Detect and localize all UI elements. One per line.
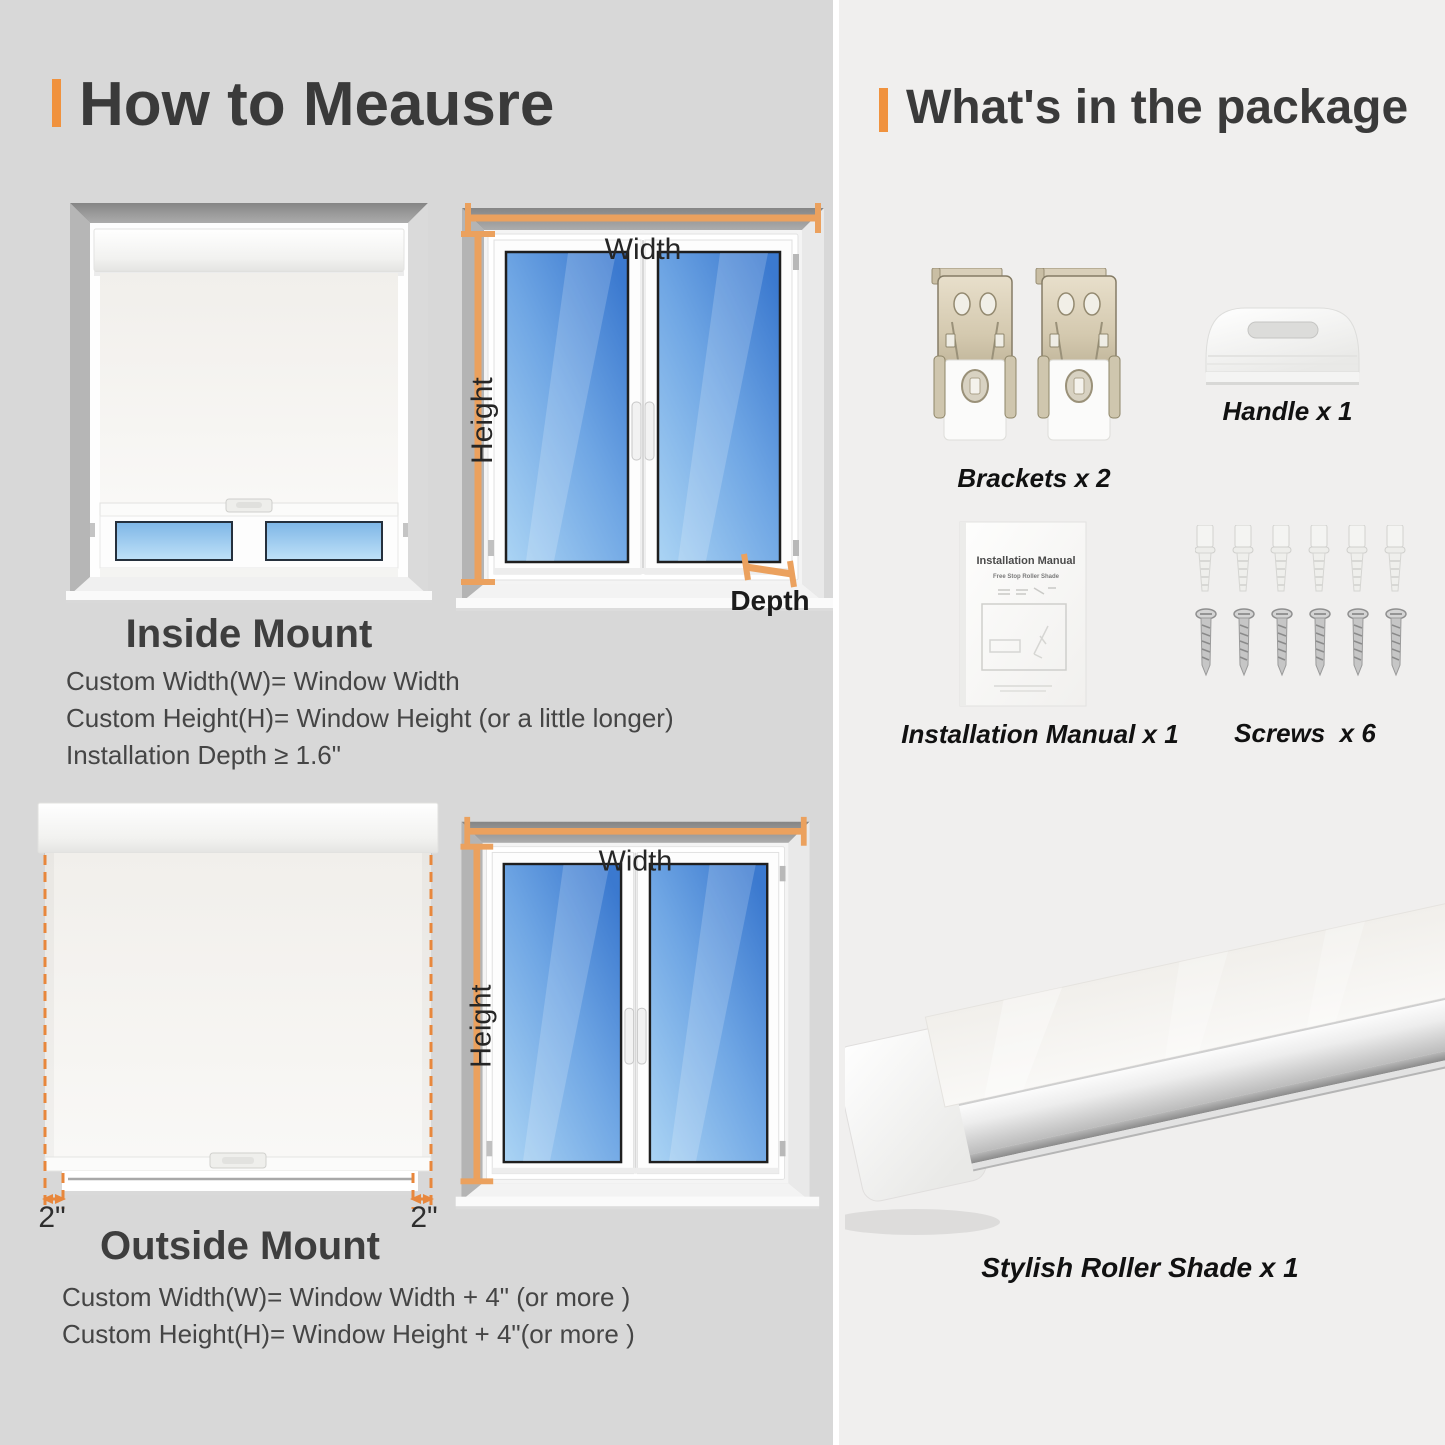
outside-mount-heading: Outside Mount bbox=[100, 1224, 380, 1268]
inside-measure-window-illustration bbox=[448, 196, 838, 620]
shade-cassette bbox=[38, 803, 438, 858]
handle-label: Handle x 1 bbox=[1222, 396, 1353, 426]
shade-cassette bbox=[94, 229, 404, 276]
brackets-image bbox=[930, 268, 1135, 458]
left-offset-label: 2" bbox=[38, 1201, 66, 1230]
instruction-line: Custom Height(H)= Window Height (or a little longer) bbox=[66, 703, 674, 733]
inside-mount-instructions bbox=[66, 668, 674, 779]
manual-cover-title: Installation Manual bbox=[976, 555, 1076, 567]
section-title: What's in the package bbox=[906, 81, 1409, 134]
depth-label: Depth bbox=[730, 585, 810, 616]
window-below-shade bbox=[90, 516, 408, 577]
inside-mount-heading: Inside Mount bbox=[125, 612, 373, 656]
right-offset-label: 2" bbox=[410, 1201, 438, 1230]
section-title: How to Meausre bbox=[79, 70, 555, 139]
wall-anchor-icon bbox=[1195, 525, 1215, 591]
height-label: Height bbox=[465, 984, 498, 1068]
roller-shade-image bbox=[845, 840, 1445, 1260]
manual-cover-subtitle: Free Stop Roller Shade bbox=[992, 574, 1060, 580]
outside-mount-instructions bbox=[62, 1284, 635, 1358]
inside-mount-shade-illustration bbox=[58, 193, 440, 603]
outside-measure-window-illustration bbox=[448, 810, 823, 1218]
outside-mount-shade-illustration bbox=[28, 795, 452, 1230]
brackets-label: Brackets x 2 bbox=[957, 463, 1111, 493]
window-sill bbox=[62, 1171, 418, 1195]
screw-icon bbox=[1196, 609, 1216, 675]
width-label: Width bbox=[598, 845, 673, 878]
accent-bar-icon bbox=[52, 79, 61, 127]
how-to-measure-heading bbox=[52, 70, 555, 139]
roller-shade-label: Stylish Roller Shade x 1 bbox=[981, 1252, 1299, 1283]
instruction-line: Custom Width(W)= Window Width + 4" (or more ) bbox=[62, 1282, 631, 1312]
shade-fabric bbox=[45, 853, 431, 1157]
height-label: Height bbox=[466, 377, 499, 464]
shade-fabric bbox=[100, 273, 398, 503]
package-heading bbox=[879, 81, 1409, 134]
installation-manual-label: Installation Manual x 1 bbox=[901, 719, 1179, 749]
handle-image bbox=[1200, 298, 1365, 393]
instruction-line: Custom Height(H)= Window Height + 4"(or more ) bbox=[62, 1319, 635, 1349]
instruction-line: Custom Width(W)= Window Width bbox=[66, 666, 460, 696]
bracket-icon bbox=[932, 268, 1016, 440]
instruction-line: Installation Depth ≥ 1.6" bbox=[66, 740, 341, 770]
width-label: Width bbox=[604, 233, 682, 266]
installation-manual-image bbox=[950, 518, 1095, 713]
screws-image bbox=[1195, 525, 1435, 705]
accent-bar-icon bbox=[879, 88, 888, 132]
screws-label: Screws x 6 bbox=[1234, 718, 1376, 748]
package-contents-section bbox=[839, 0, 1445, 1445]
